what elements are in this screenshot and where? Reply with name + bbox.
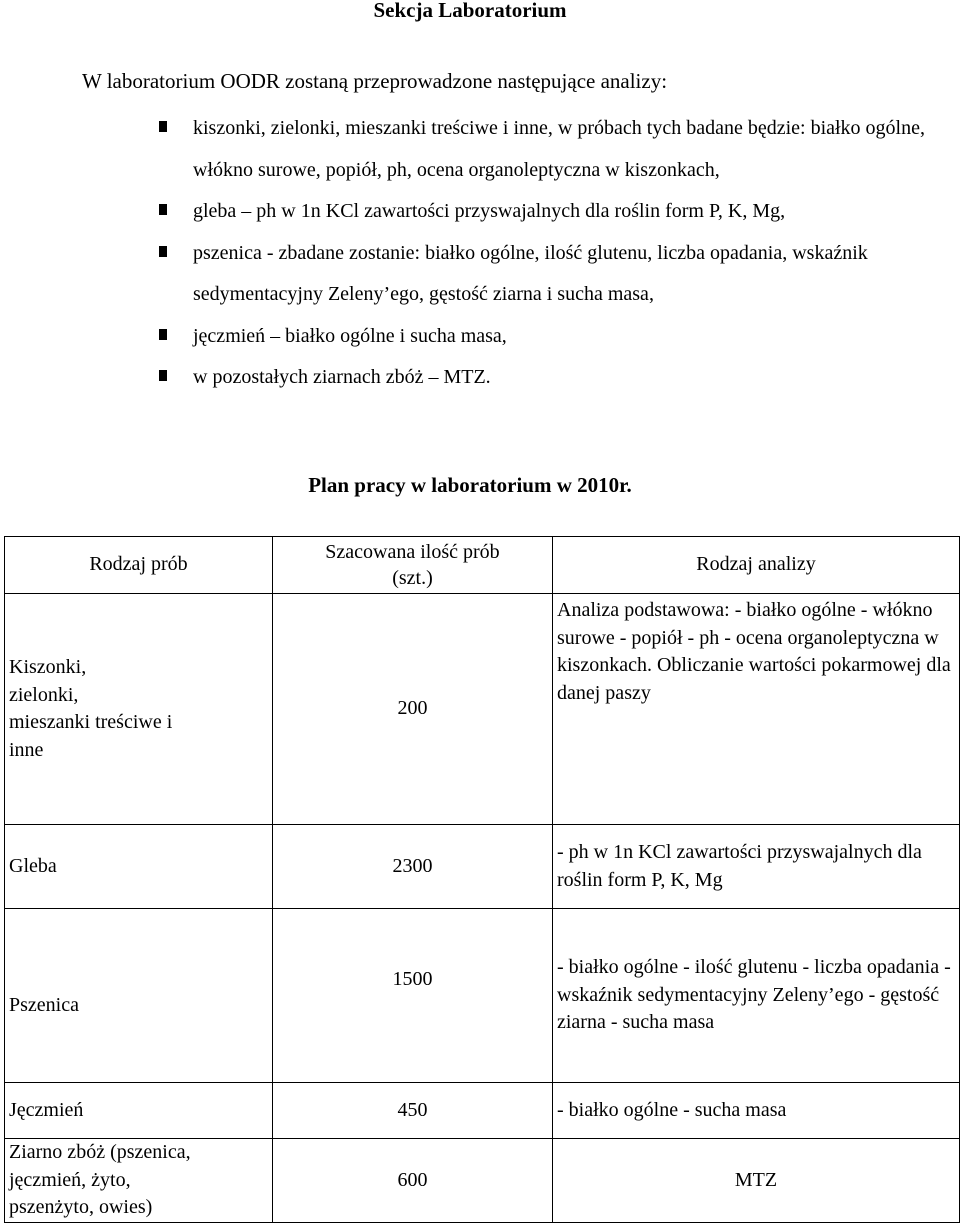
plan-title: Plan pracy w laboratorium w 2010r. xyxy=(308,473,632,497)
square-bullet-icon xyxy=(159,246,167,257)
plan-table xyxy=(4,536,960,1223)
analysis-cell: - białko ogólne - sucha masa xyxy=(553,1083,960,1139)
list-item xyxy=(155,233,935,316)
bullet-text: jęczmień – białko ogólne i sucha masa, xyxy=(193,324,507,347)
list-item xyxy=(155,316,935,358)
bullet-text: gleba – ph w 1n KCl zawartości przyswajalnych dla roślin form P, K, Mg, xyxy=(193,200,786,222)
table-row xyxy=(5,1139,960,1223)
header-sample-count: Szacowana ilość prób (szt.) xyxy=(273,537,553,594)
bullet-text: w pozostałych ziarnach zbóż – MTZ. xyxy=(193,366,491,388)
analysis-cell: MTZ xyxy=(553,1139,960,1223)
sample-count-cell: 450 xyxy=(273,1083,553,1139)
header-sample-type: Rodzaj prób xyxy=(5,537,273,594)
intro-text: W laboratorium OODR zostaną przeprowadzone następujące analizy: xyxy=(82,69,668,93)
section-title: Sekcja Laboratorium xyxy=(373,0,567,22)
sample-type-cell: Jęczmień xyxy=(5,1083,273,1139)
sample-type-cell: Gleba xyxy=(5,825,273,909)
table-row xyxy=(5,1083,960,1139)
sample-type-cell: Pszenica xyxy=(5,909,273,1083)
square-bullet-icon xyxy=(159,204,167,215)
sample-count-cell: 200 xyxy=(273,594,553,825)
analysis-cell: - ph w 1n KCl zawartości przyswajalnych dla roślin form P, K, Mg xyxy=(553,825,960,909)
list-item xyxy=(155,357,935,399)
bullet-text: pszenica - zbadane zostanie: białko ogólne, ilość glutenu, liczba opadania, wskaźnik sedymentacyjny Zeleny’ego, gęstość ziarna i sucha masa, xyxy=(193,241,868,305)
sample-count-cell: 2300 xyxy=(273,825,553,909)
plan-table-wrapper xyxy=(4,536,960,1223)
sample-count-cell: 1500 xyxy=(273,909,553,1083)
sample-type-cell: Ziarno zbóż (pszenica, jęczmień, żyto, pszenżyto, owies) xyxy=(5,1139,273,1223)
analysis-cell: Analiza podstawowa: - białko ogólne - włókno surowe - popiół - ph - ocena organoleptyczna w kiszonkach. Obliczanie wartości pokarmowej dla danej paszy xyxy=(553,594,960,825)
analysis-cell: - białko ogólne - ilość glutenu - liczba opadania - wskaźnik sedymentacyjny Zeleny’ego - gęstość ziarna - sucha masa xyxy=(553,909,960,1083)
list-item xyxy=(155,191,935,233)
analysis-bullet-list xyxy=(155,108,935,399)
square-bullet-icon xyxy=(159,329,167,340)
table-row xyxy=(5,594,960,825)
list-item xyxy=(155,108,935,191)
square-bullet-icon xyxy=(159,121,167,132)
sample-count-cell: 600 xyxy=(273,1139,553,1223)
sample-type-cell: Kiszonki, zielonki, mieszanki treściwe i inne xyxy=(5,594,273,825)
square-bullet-icon xyxy=(159,370,167,381)
table-row xyxy=(5,825,960,909)
table-row xyxy=(5,909,960,1083)
bullet-text: kiszonki, zielonki, mieszanki treściwe i inne, w próbach tych badane będzie: białko ogólne, włókno surowe, popiół, ph, ocena organoleptyczna w kiszonkach, xyxy=(193,117,925,181)
header-analysis-type: Rodzaj analizy xyxy=(553,537,960,594)
table-header-row xyxy=(5,537,960,594)
